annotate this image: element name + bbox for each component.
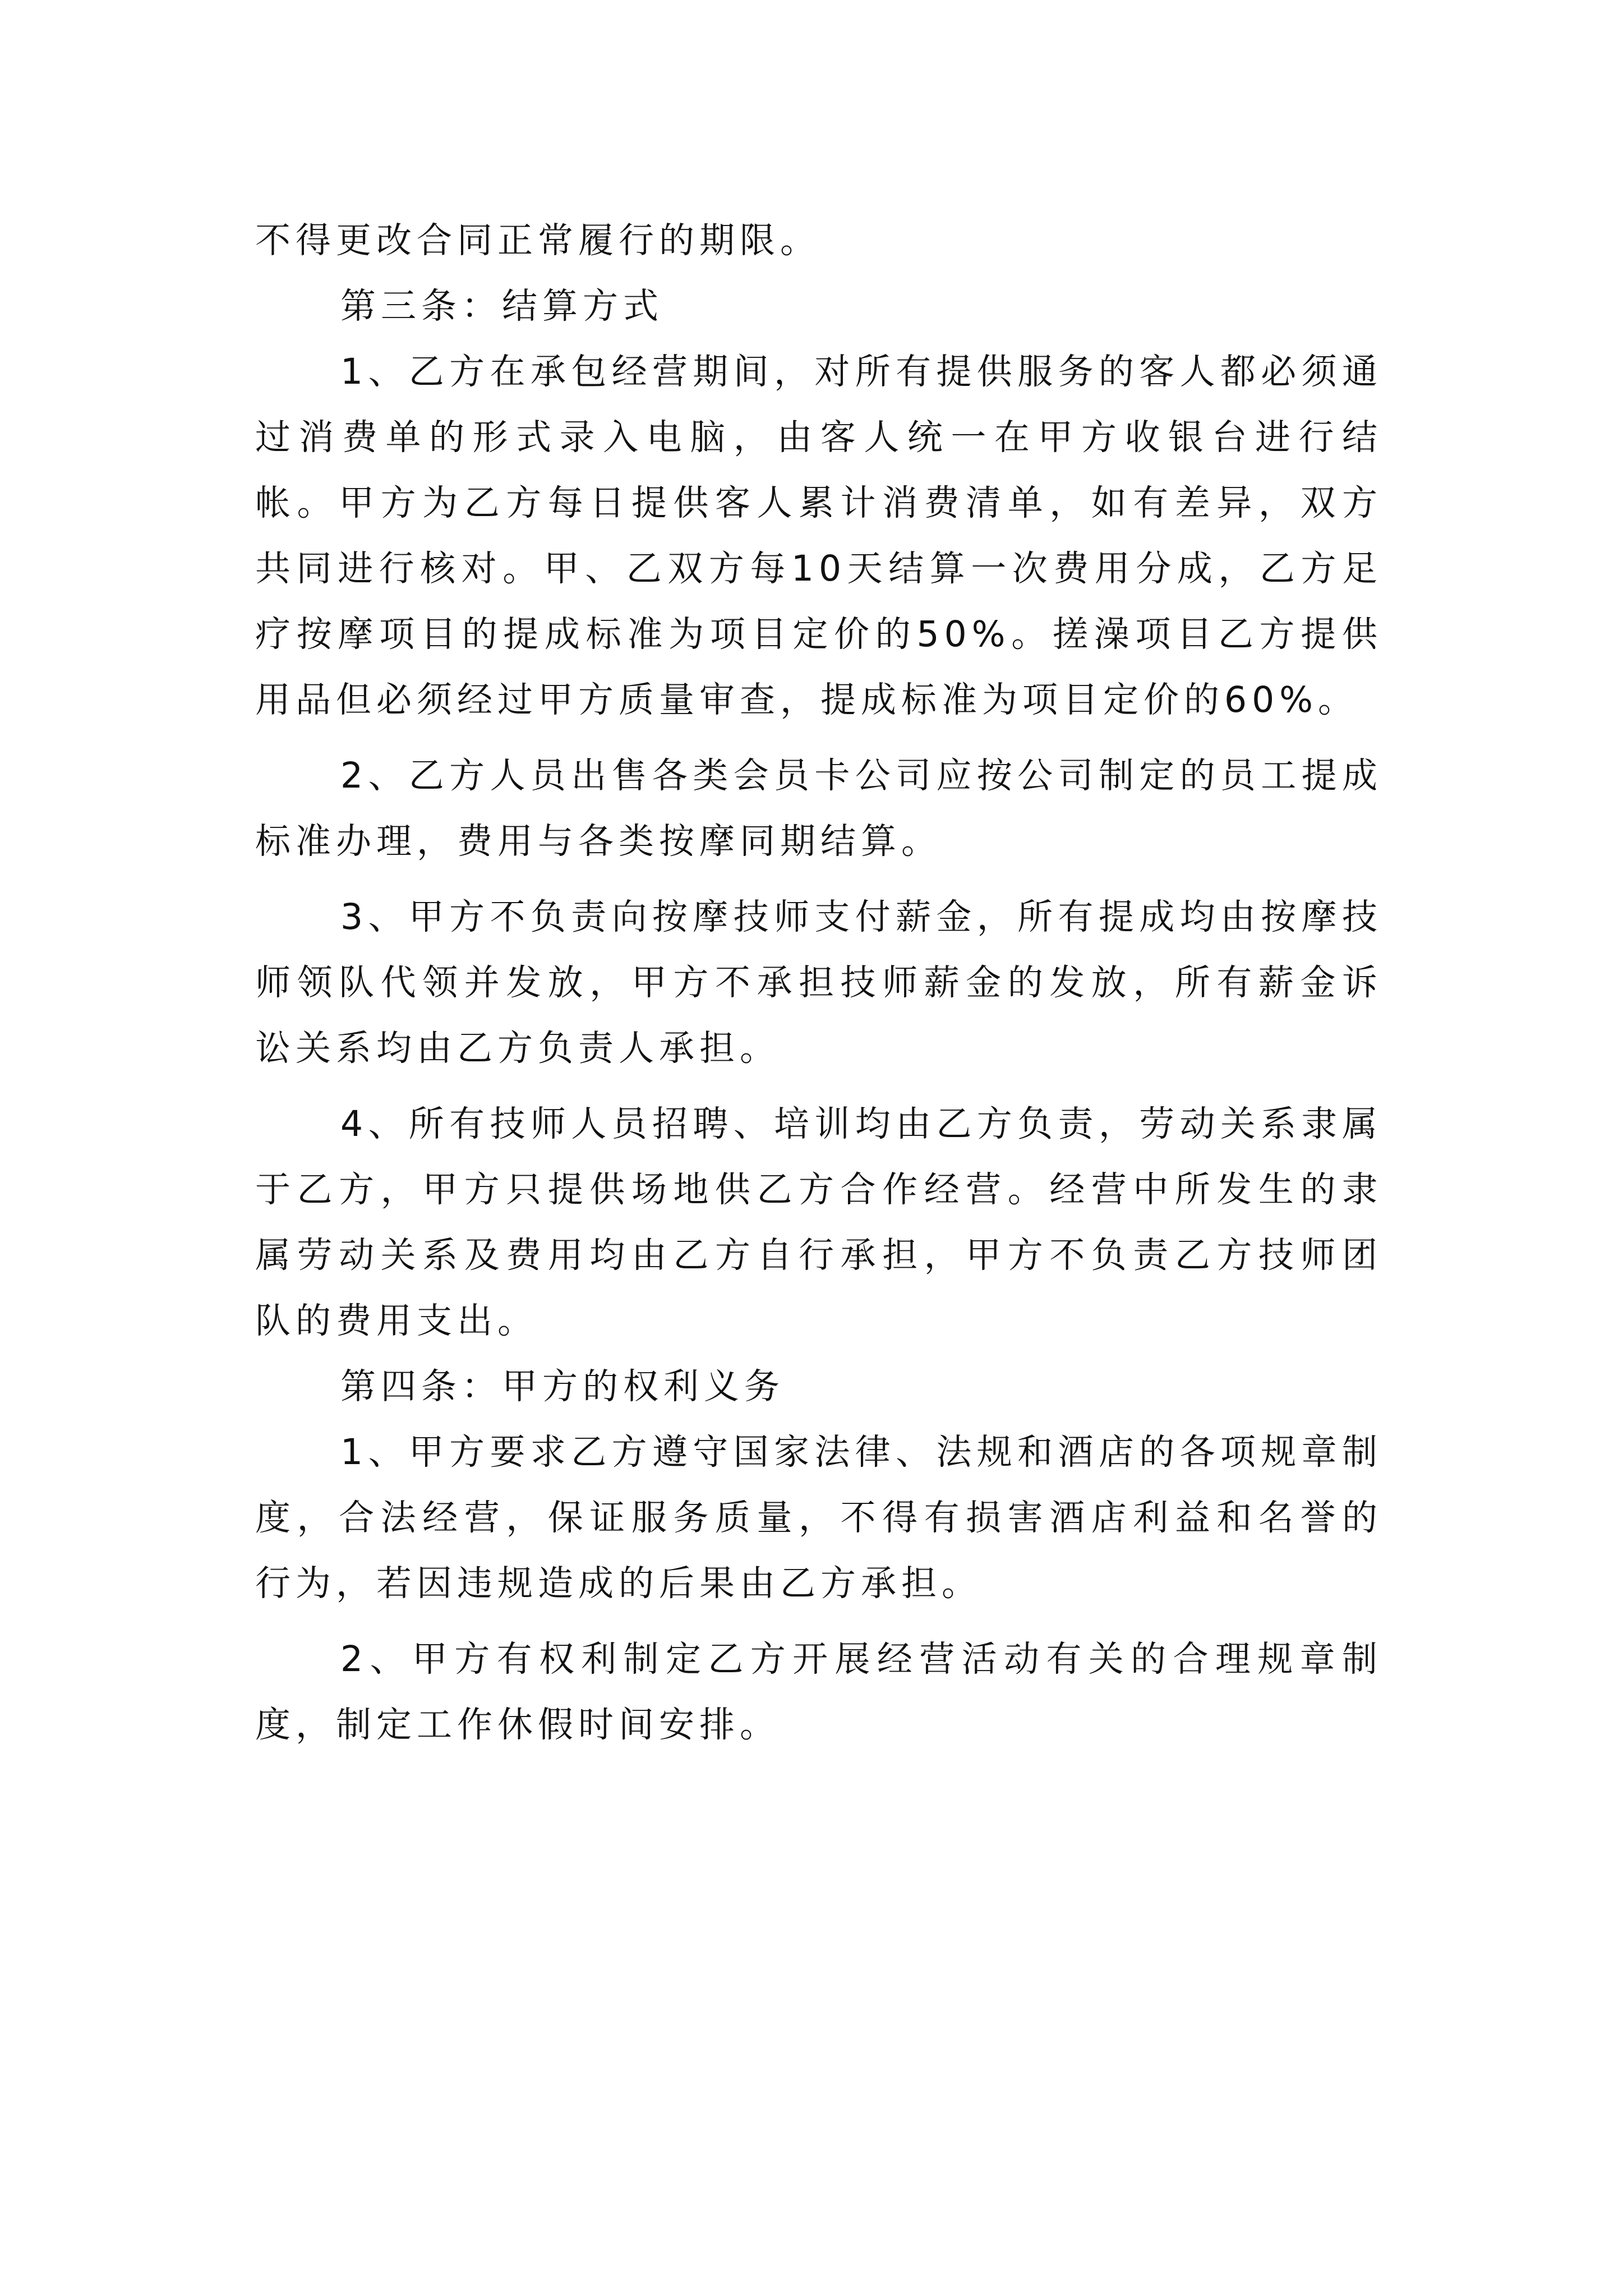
section-heading-article-3: 第三条：结算方式 bbox=[340, 286, 663, 326]
paragraph-clause-3-2: 2、乙方人员出售各类会员卡公司应按公司制定的员工提成标准办理，费用与各类按摩同期结算。 bbox=[255, 755, 1382, 862]
paragraph-clause-4-1: 1、甲方要求乙方遵守国家法律、法规和酒店的各项规章制度，合法经营，保证服务质量，不得有损害酒店利益和名誉的行为，若因违规造成的后果由乙方承担。 bbox=[255, 1432, 1382, 1604]
paragraph-clause-3-4: 4、所有技师人员招聘、培训均由乙方负责，劳动关系隶属于乙方，甲方只提供场地供乙方合作经营。经营中所发生的隶属劳动关系及费用均由乙方自行承担，甲方不负责乙方技师团队的费用支出。 bbox=[255, 1103, 1382, 1341]
document-body bbox=[255, 208, 1382, 1757]
paragraph-clause-3-1: 1、乙方在承包经营期间，对所有提供服务的客人都必须通过消费单的形式录入电脑，由客人统一在甲方收银台进行结帐。甲方为乙方每日提供客人累计消费清单，如有差异，双方共同进行核对。甲、乙双方每10天结算一次费用分成，乙方足疗按摩项目的提成标准为项目定价的50%。搓澡项目乙方提供用品但必须经过甲方质量审查，提成标准为项目定价的60%。 bbox=[255, 351, 1382, 720]
section-heading-article-4: 第四条：甲方的权利义务 bbox=[340, 1366, 785, 1407]
paragraph-clause-4-2: 2、甲方有权利制定乙方开展经营活动有关的合理规章制度，制定工作休假时间安排。 bbox=[255, 1639, 1382, 1745]
paragraph-continuation: 不得更改合同正常履行的期限。 bbox=[255, 220, 820, 261]
paragraph-clause-3-3: 3、甲方不负责向按摩技师支付薪金，所有提成均由按摩技师领队代领并发放，甲方不承担技师薪金的发放，所有薪金诉讼关系均由乙方负责人承担。 bbox=[255, 896, 1382, 1069]
